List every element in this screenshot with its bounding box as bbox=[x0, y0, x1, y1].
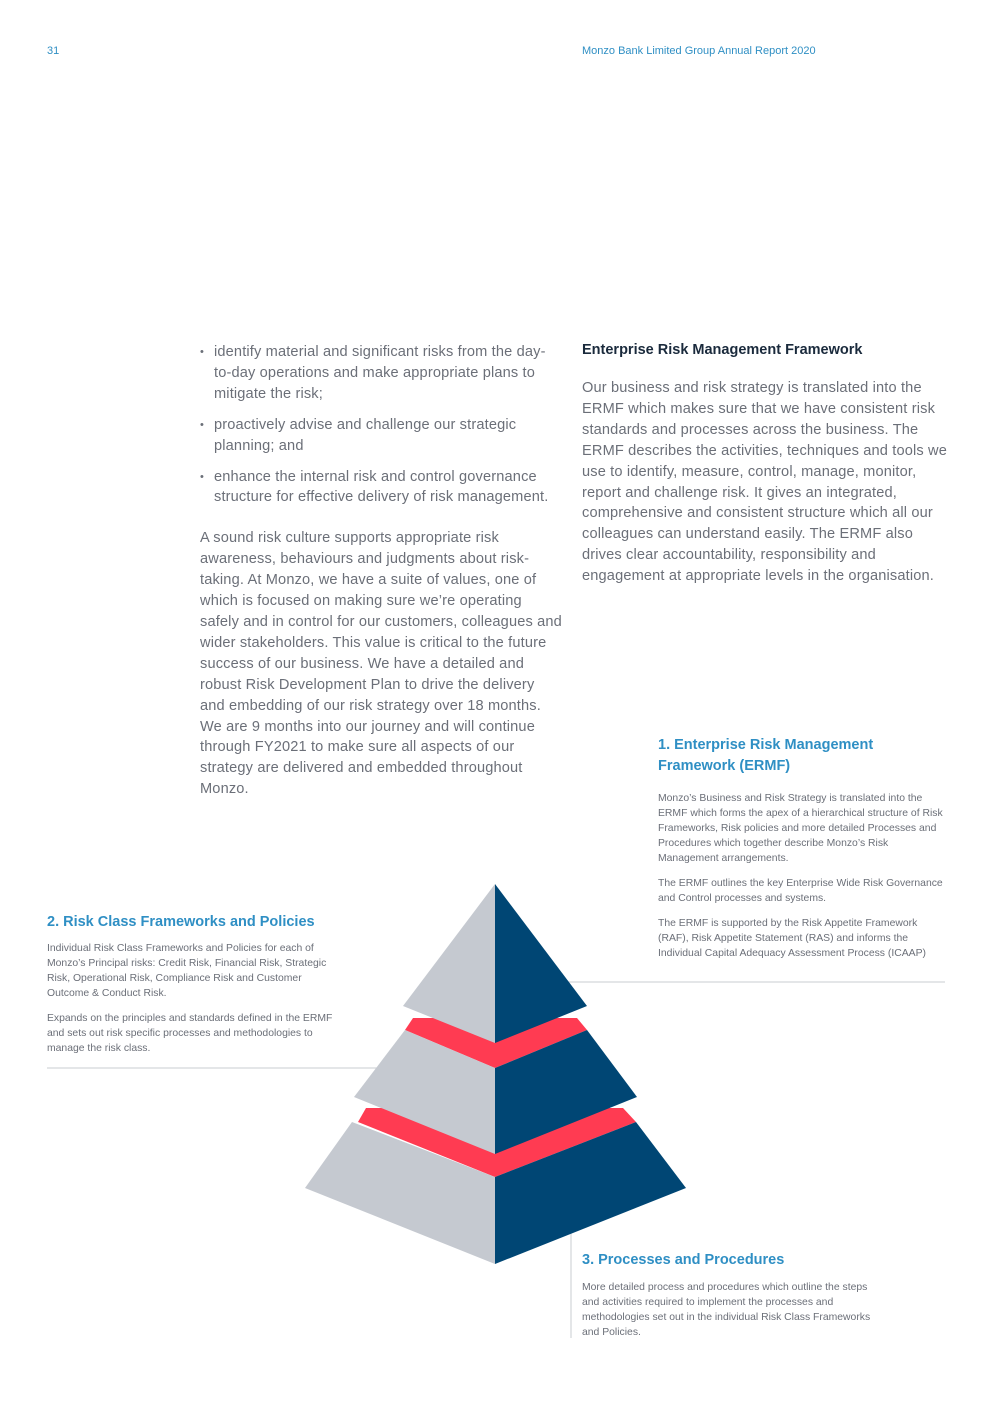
tier1-paragraph: Monzo’s Business and Risk Strategy is translated into the ERMF which forms the apex of a hierarchical structure of Risk Frameworks, Risk policies and more detailed Processes and Procedures which together describe Monzo’s Risk Management arrangements. bbox=[658, 793, 943, 864]
tier3-annotation bbox=[582, 1250, 872, 1350]
risk-culture-paragraph: A sound risk culture supports appropriate risk awareness, behaviours and judgments about risk-taking. At Monzo, we have a suite of values, one of which is focused on making sure we’re operating safely and in control for our customers, colleagues and wider stakeholders. This value is critical to the future success of our business. We have a detailed and robust Risk Development Plan to drive the delivery and embedding of our risk strategy over 18 months. We are 9 months into our journey and will continue through FY2021 to make sure all aspects of our strategy are delivered and embedded throughout Monzo. bbox=[200, 530, 562, 798]
tier3-title: 3. Processes and Procedures bbox=[582, 1252, 785, 1268]
ermf-paragraph: Our business and risk strategy is translated into the ERMF which makes sure that we have consistent risk standards and processes across the business. The ERMF describes the activities, techniques and tools we use to identify, measure, control, manage, monitor, report and challenge risk. It gives an integrated, comprehensive and consistent structure which all our colleagues can understand easily. The ERMF also drives clear accountability, responsibility and engagement at appropriate levels in the organisation. bbox=[582, 380, 948, 585]
tier2-paragraph: Expands on the principles and standards defined in the ERMF and sets out risk specific processes and methodologies to manage the risk class. bbox=[47, 1013, 333, 1054]
page-number: 31 bbox=[47, 45, 60, 57]
bullet-item: • enhance the internal risk and control governance structure for effective delivery of risk management. bbox=[200, 467, 562, 509]
tier1-title: 1. Enterprise Risk Management Framework (ERMF) bbox=[658, 737, 874, 774]
tier2-title: 2. Risk Class Frameworks and Policies bbox=[47, 914, 315, 930]
tier3-paragraph: More detailed process and procedures which outline the steps and activities required to implement the processes and methodologies set out in the individual Risk Class Frameworks and Policies. bbox=[582, 1282, 871, 1338]
bullet-item: • identify material and significant risks from the day-to-day operations and make appropriate plans to mitigate the risk; bbox=[200, 342, 562, 405]
tier1-paragraph: The ERMF is supported by the Risk Appetite Framework (RAF), Risk Appetite Statement (RAS) and informs the Individual Capital Adequacy Assessment Process (ICAAP) bbox=[658, 918, 926, 959]
ermf-heading: Enterprise Risk Management Framework bbox=[582, 342, 863, 358]
bullet-item: • proactively advise and challenge our strategic planning; and bbox=[200, 415, 562, 457]
tier2-annotation bbox=[47, 912, 342, 1066]
tier2-paragraph: Individual Risk Class Frameworks and Policies for each of Monzo’s Principal risks: Credit Risk, Financial Risk, Strategic Risk, Operational Risk, Compliance Risk and Customer Outcome & Conduct Risk. bbox=[47, 943, 327, 999]
tier1-paragraph: The ERMF outlines the key Enterprise Wide Risk Governance and Control processes and systems. bbox=[658, 878, 943, 904]
tier1-annotation bbox=[658, 735, 948, 971]
report-title: Monzo Bank Limited Group Annual Report 2020 bbox=[582, 45, 816, 57]
